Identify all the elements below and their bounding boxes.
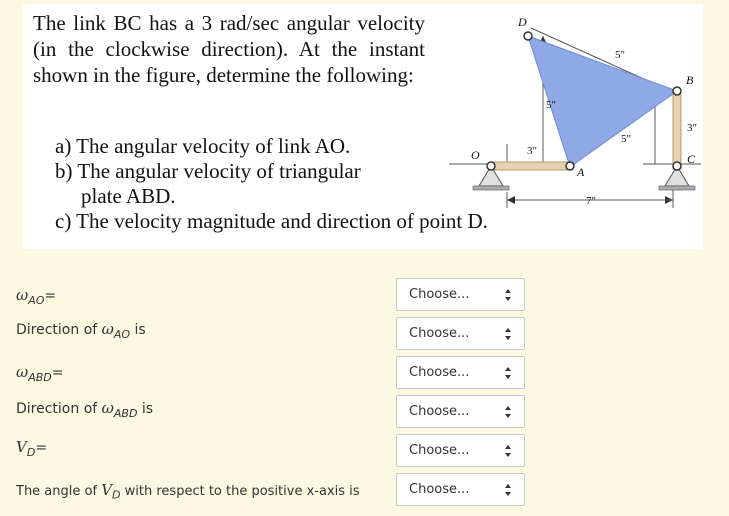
question-angle-v-d-label: The angle of $V_D$ with respect to the positive x-axis is [16,481,360,502]
dim-5-top: 5″ [615,49,626,61]
dim-3-right: 3″ [687,122,698,134]
problem-parts [55,134,715,234]
omega-symbol: ω [101,320,114,338]
dim-3-left: 3″ [527,145,538,157]
w-abd-select[interactable]: Choose... [396,356,525,389]
label-b: B [686,73,694,87]
v-d-select[interactable]: Choose... [396,434,525,467]
select-arrows-icon [504,287,512,303]
select-arrows-icon [504,404,512,420]
label-d: D [518,15,527,29]
select-arrows-icon [504,326,512,342]
dim-5-low: 5″ [621,133,632,145]
label-a: A [577,165,585,179]
dir-w-abd-select[interactable]: Choose... [396,395,525,428]
w-ao-select[interactable]: Choose... [396,278,525,311]
omega-symbol: ω [16,286,29,304]
label-c: C [687,152,696,166]
select-arrows-icon [504,443,512,459]
label-o: O [471,148,480,162]
question-w-abd-label: $\omega_{ABD}=$ [16,363,64,384]
dim-7: 7″ [586,195,597,207]
omega-symbol: ω [101,399,114,417]
dim-5-mid: 5″ [546,99,557,111]
part-a: a) The angular velocity of link AO. [55,134,351,158]
velocity-symbol: V [101,481,113,499]
question-v-d-label: $V_D=$ [16,438,48,459]
angle-v-d-select[interactable]: Choose... [396,473,525,506]
question-dir-w-ao-label: Direction of $\omega_{AO}$ is [16,320,146,341]
part-b-line2: plate ABD. [81,184,176,208]
question-w-ao-label: $\omega_{AO}=$ [16,286,57,307]
dir-w-ao-select[interactable]: Choose... [396,317,525,350]
part-c: c) The velocity magnitude and direction of point D. [55,209,488,233]
select-arrows-icon [504,482,512,498]
problem-figure-panel [23,4,703,249]
part-b-line1: b) The angular velocity of triangular [55,159,361,183]
select-arrows-icon [504,365,512,381]
omega-symbol: ω [16,363,29,381]
problem-statement: The link BC has a 3 rad/sec angular velocity (in the clockwise direction). At the instant shown in the figure, determine the following: [33,11,425,87]
velocity-symbol: V [16,438,27,456]
question-dir-w-abd-label: Direction of $\omega_{ABD}$ is [16,399,154,420]
